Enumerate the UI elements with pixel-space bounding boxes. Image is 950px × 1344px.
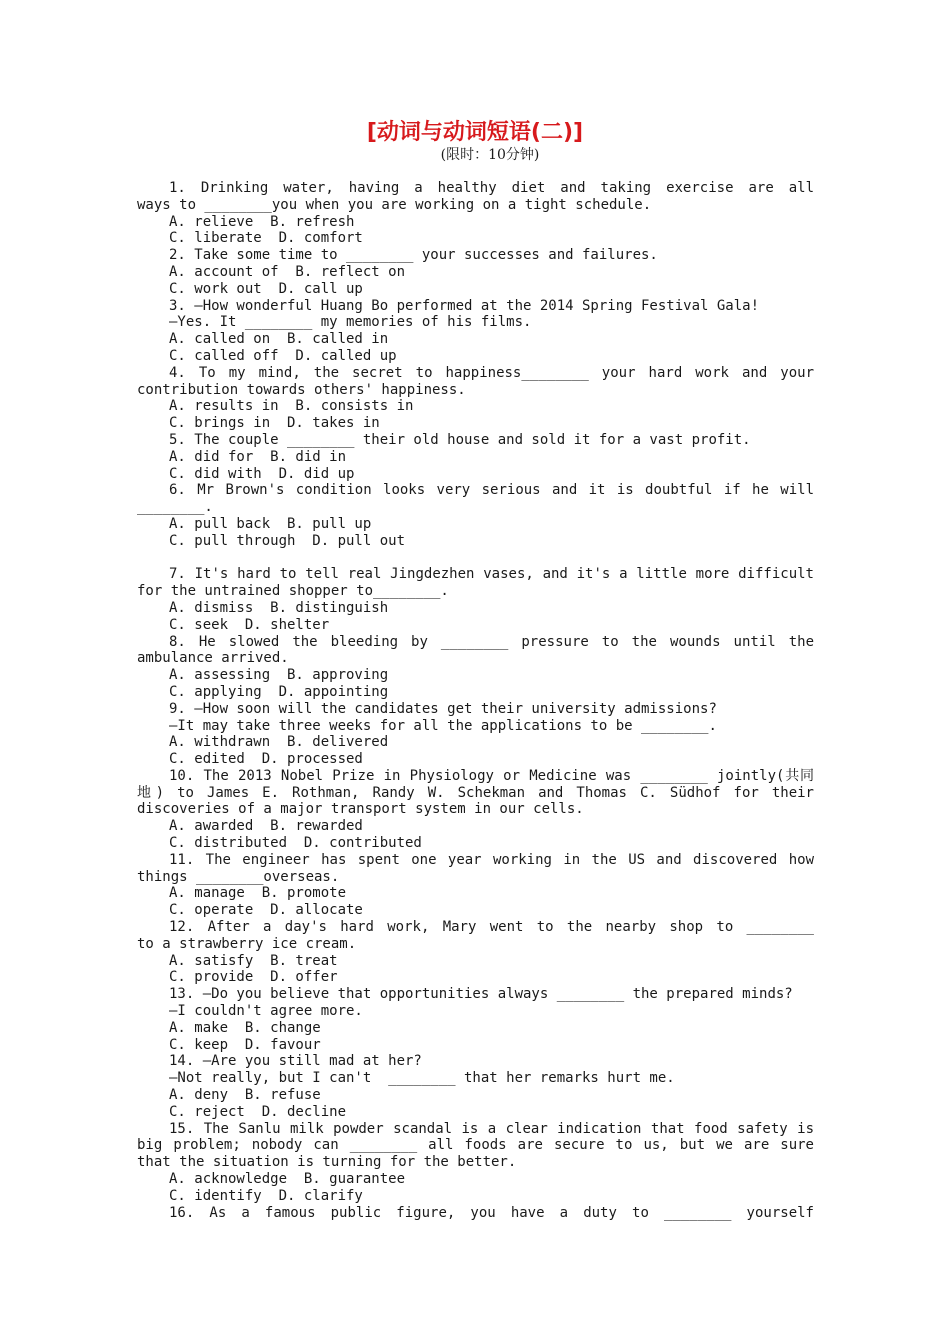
text-line: A. dismiss B. distinguish [169, 599, 389, 616]
text-line: —Yes. It ________ my memories of his films. [169, 314, 532, 331]
text-line: —I couldn't agree more. [169, 1003, 363, 1020]
text-line: 15. The Sanlu milk powder scandal is a clear indication that food safety is [169, 1120, 814, 1137]
text-line: things ________overseas. [137, 868, 340, 885]
text-line: for the untrained shopper to________. [137, 583, 449, 600]
text-line: C. seek D. shelter [169, 616, 330, 633]
text-line: C. work out D. call up [169, 280, 363, 297]
text-line: A. deny B. refuse [169, 1087, 321, 1104]
text-line: 13. —Do you believe that opportunities always ________ the prepared minds? [169, 986, 793, 1003]
text-line: C. provide D. offer [169, 969, 338, 986]
text-line: 地) to James E. Rothman, Randy W. Schekman and Thomas C. Südhof for their [137, 784, 814, 801]
text-line: A. manage B. promote [169, 885, 347, 902]
text-line: that the situation is turning for the better. [137, 1154, 517, 1171]
text-line: C. operate D. allocate [169, 902, 363, 919]
text-line: 16. As a famous public figure, you have a duty to ________ yourself [169, 1204, 814, 1221]
text-line: —It may take three weeks for all the applications to be ________. [169, 717, 717, 734]
text-line: discoveries of a major transport system in our cells. [137, 801, 584, 818]
text-line: A. assessing B. approving [169, 667, 389, 684]
time-limit-subtitle: (限时：10分钟) [440, 147, 540, 163]
text-line: C. identify D. clarify [169, 1187, 363, 1204]
text-line: A. called on B. called in [169, 331, 389, 348]
page-title: [动词与动词短语(二)] [366, 120, 584, 145]
text-line: C. applying D. appointing [169, 683, 389, 700]
text-line: A. satisfy B. treat [169, 952, 338, 969]
text-line: 3. —How wonderful Huang Bo performed at the 2014 Spring Festival Gala! [169, 297, 760, 314]
text-line: A. did for B. did in [169, 448, 347, 465]
text-line: 12. After a day's hard work, Mary went to the nearby shop to ________ [169, 919, 814, 936]
text-line: 5. The couple ________ their old house and sold it for a vast profit. [169, 431, 751, 448]
text-line: A. relieve B. refresh [169, 213, 355, 230]
text-line: C. reject D. decline [169, 1103, 347, 1120]
text-line: C. keep D. favour [169, 1036, 321, 1053]
text-line: 1. Drinking water, having a healthy diet and taking exercise are all [169, 180, 814, 196]
text-line: C. called off D. called up [169, 347, 397, 364]
text-line: C. edited D. processed [169, 751, 363, 768]
text-line: A. account of B. reflect on [169, 263, 406, 280]
text-line: C. liberate D. comfort [169, 230, 363, 247]
text-line: C. distributed D. contributed [169, 835, 422, 852]
text-line: 10. The 2013 Nobel Prize in Physiology or Medicine was ________ jointly(共同 [169, 767, 814, 784]
text-line: A. results in B. consists in [169, 398, 414, 415]
text-line: A. make B. change [169, 1019, 321, 1036]
text-line: ________. [137, 499, 213, 516]
text-line: 7. It's hard to tell real Jingdezhen vases, and it's a little more difficult [169, 566, 814, 583]
question-body [137, 180, 814, 1221]
text-line: 2. Take some time to ________ your successes and failures. [169, 247, 658, 264]
text-line: 14. —Are you still mad at her? [169, 1053, 422, 1070]
text-line: 8. He slowed the bleeding by ________ pressure to the wounds until the [169, 633, 814, 650]
text-line: —Not really, but I can't ________ that her remarks hurt me. [169, 1070, 675, 1087]
text-line: 9. —How soon will the candidates get their university admissions? [169, 700, 717, 717]
text-line: A. acknowledge B. guarantee [169, 1171, 406, 1188]
text-line: 11. The engineer has spent one year working in the US and discovered how [169, 851, 814, 868]
text-line: A. withdrawn B. delivered [169, 734, 389, 751]
text-line: ways to ________you when you are working on a tight schedule. [137, 196, 652, 213]
text-line: big problem; nobody can ________ all foods are secure to us, but we are sure [137, 1137, 814, 1154]
blank-line [137, 550, 814, 567]
text-line: C. pull through D. pull out [169, 532, 406, 549]
text-line: ambulance arrived. [137, 650, 289, 667]
text-line: C. did with D. did up [169, 465, 355, 482]
text-line: C. brings in D. takes in [169, 415, 380, 432]
text-line: A. awarded B. rewarded [169, 818, 363, 835]
text-line: to a strawberry ice cream. [137, 935, 357, 952]
text-line: contribution towards others' happiness. [137, 381, 466, 398]
text-line: 4. To my mind, the secret to happiness________ your hard work and your [169, 364, 814, 381]
text-line: 6. Mr Brown's condition looks very serious and it is doubtful if he will [169, 482, 814, 499]
text-line: A. pull back B. pull up [169, 515, 372, 532]
